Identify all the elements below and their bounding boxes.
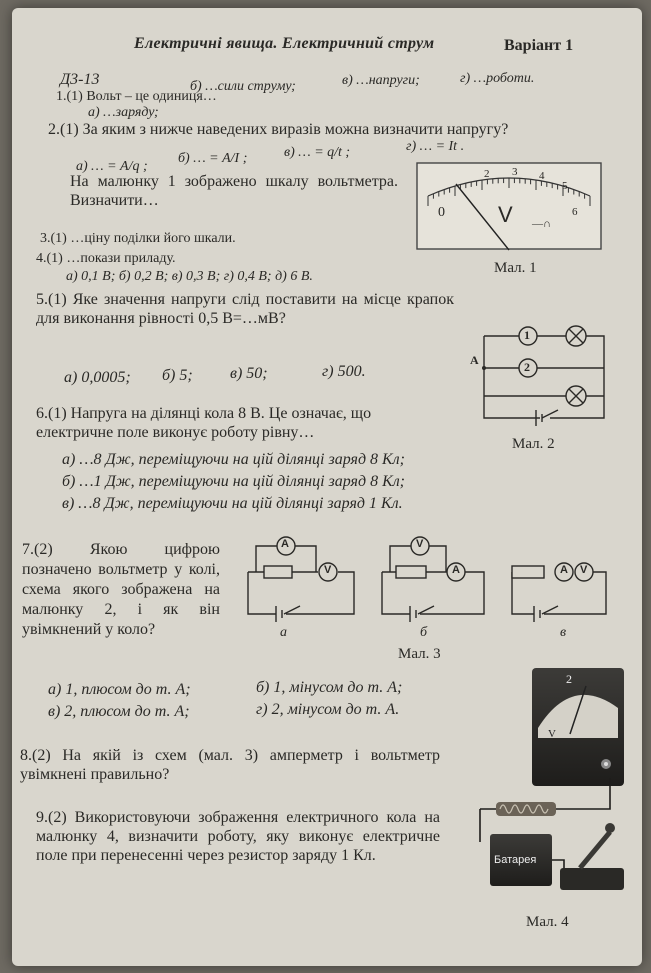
q1-stem: 1.(1) Вольт – це одиниця…: [56, 89, 217, 104]
q2-option-a: а) … = A/q ;: [76, 159, 148, 174]
fig3b-voltmeter-letter: V: [416, 538, 424, 550]
fig4-meter-mark: 2: [566, 672, 572, 686]
fig4-switch-base: [560, 868, 624, 890]
fig4-caption: Мал. 4: [526, 914, 569, 930]
fig4-battery-label: Батарея: [494, 854, 537, 866]
q2-option-d: г) … = It .: [406, 139, 465, 154]
q4-stem: 4.(1) …покази приладу.: [36, 251, 176, 266]
doc-title: Електричні явища. Електричний струм: [134, 35, 435, 52]
fig2-meter-2-label: 2: [524, 360, 530, 374]
q2-stem: 2.(1) За яким з нижче наведених виразів можна визначити напругу?: [48, 121, 509, 138]
q7-stem: 7.(2) Якою цифрою позначено вольтметр у колі, схема якого зображена на малюнку 2, і як він увімкнений у коло?: [22, 541, 220, 638]
variant-label: Варіант 1: [504, 37, 574, 54]
q6-option-c: в) …8 Дж, переміщуючи на цій ділянці заряд 1 Кл.: [62, 495, 403, 512]
q1-option-d: г) …роботи.: [460, 71, 535, 86]
worksheet-page: [12, 8, 642, 966]
q5-stem: 5.(1) Яке значення напруги слід поставити на місце крапок для виконання рівності 0,5 В=…мВ?: [36, 291, 454, 327]
fig1-intro: На малюнку 1 зображено шкалу вольтметра. Визначити…: [70, 173, 398, 209]
q7-option-d: г) 2, мінусом до т. А.: [256, 701, 400, 718]
q5-option-a: а) 0,0005;: [64, 369, 131, 386]
fig4-apparatus: [460, 668, 630, 908]
q5-option-c: в) 50;: [230, 365, 268, 382]
fig1-dc-sign: —∩: [532, 218, 551, 230]
fig3-sub-b: б: [420, 625, 428, 640]
fig3c-ammeter-letter: A: [560, 564, 568, 576]
q5-option-b: б) 5;: [162, 367, 193, 384]
fig3b-ammeter-letter: A: [452, 564, 460, 576]
fig4-meter-letter: V: [548, 728, 556, 740]
fig2-circuit: [472, 308, 622, 438]
q1-option-c: в) …напруги;: [342, 73, 420, 88]
q6-stem: 6.(1) Напруга на ділянці кола 8 В. Це означає, що електричне поле виконує роботу рівну…: [36, 405, 372, 441]
q3-stem: 3.(1) …ціну поділки його шкали.: [40, 231, 236, 246]
fig2-caption: Мал. 2: [512, 436, 555, 452]
q4-options: а) 0,1 В; б) 0,2 В; в) 0,3 В; г) 0,4 В; д) 6 В.: [66, 269, 313, 284]
q2-option-b: б) … = A/I ;: [178, 151, 248, 166]
fig4-resistor-icon: [496, 802, 556, 816]
fig1-label-2: 2: [484, 168, 490, 180]
fig3-sub-a: а: [280, 625, 287, 640]
q9-stem: 9.(2) Використовуючи зображення електричного кола на малюнку 4, визначити роботу, яку виконує електричне поле при перенесенні через резистор заряду 1 Кл.: [36, 809, 440, 864]
q7-option-a: а) 1, плюсом до т. А;: [48, 681, 191, 698]
q7-option-c: в) 2, плюсом до т. А;: [48, 703, 190, 720]
fig1-caption: Мал. 1: [494, 260, 537, 276]
fig3-sub-c: в: [560, 625, 567, 640]
q2-option-c: в) … = q/t ;: [284, 145, 351, 160]
q1-option-a: а) …заряду;: [88, 105, 159, 120]
fig3a-ammeter-letter: A: [281, 538, 289, 550]
fig4-switch-lever: [580, 832, 610, 868]
fig1-label-0: 0: [438, 205, 445, 220]
q1-option-b: б) …сили струму;: [190, 79, 296, 94]
fig1-label-5: 5: [562, 180, 568, 192]
q6-option-a: а) …8 Дж, переміщуючи на цій ділянці заряд 8 Кл;: [62, 451, 405, 468]
fig1-label-3: 3: [512, 166, 518, 178]
fig1-label-4: 4: [539, 170, 545, 182]
fig2-meter-1-label: 1: [524, 328, 530, 342]
fig2-node-a: A: [470, 353, 479, 367]
q7-option-b: б) 1, мінусом до т. А;: [256, 679, 403, 696]
q5-option-d: г) 500.: [322, 363, 366, 380]
fig1-voltmeter-letter: V: [498, 202, 513, 227]
doc-code: Д3-13: [60, 71, 100, 88]
fig3-caption: Мал. 3: [398, 646, 441, 662]
fig3c-voltmeter-letter: V: [580, 564, 588, 576]
fig1-label-6: 6: [572, 206, 578, 218]
q6-option-b: б) …1 Дж, переміщуючи на цій ділянці заряд 8 Кл;: [62, 473, 406, 490]
q8-stem: 8.(2) На якій із схем (мал. 3) амперметр і вольтметр увімкнені правильно?: [20, 747, 440, 783]
fig3a-voltmeter-letter: V: [324, 564, 332, 576]
